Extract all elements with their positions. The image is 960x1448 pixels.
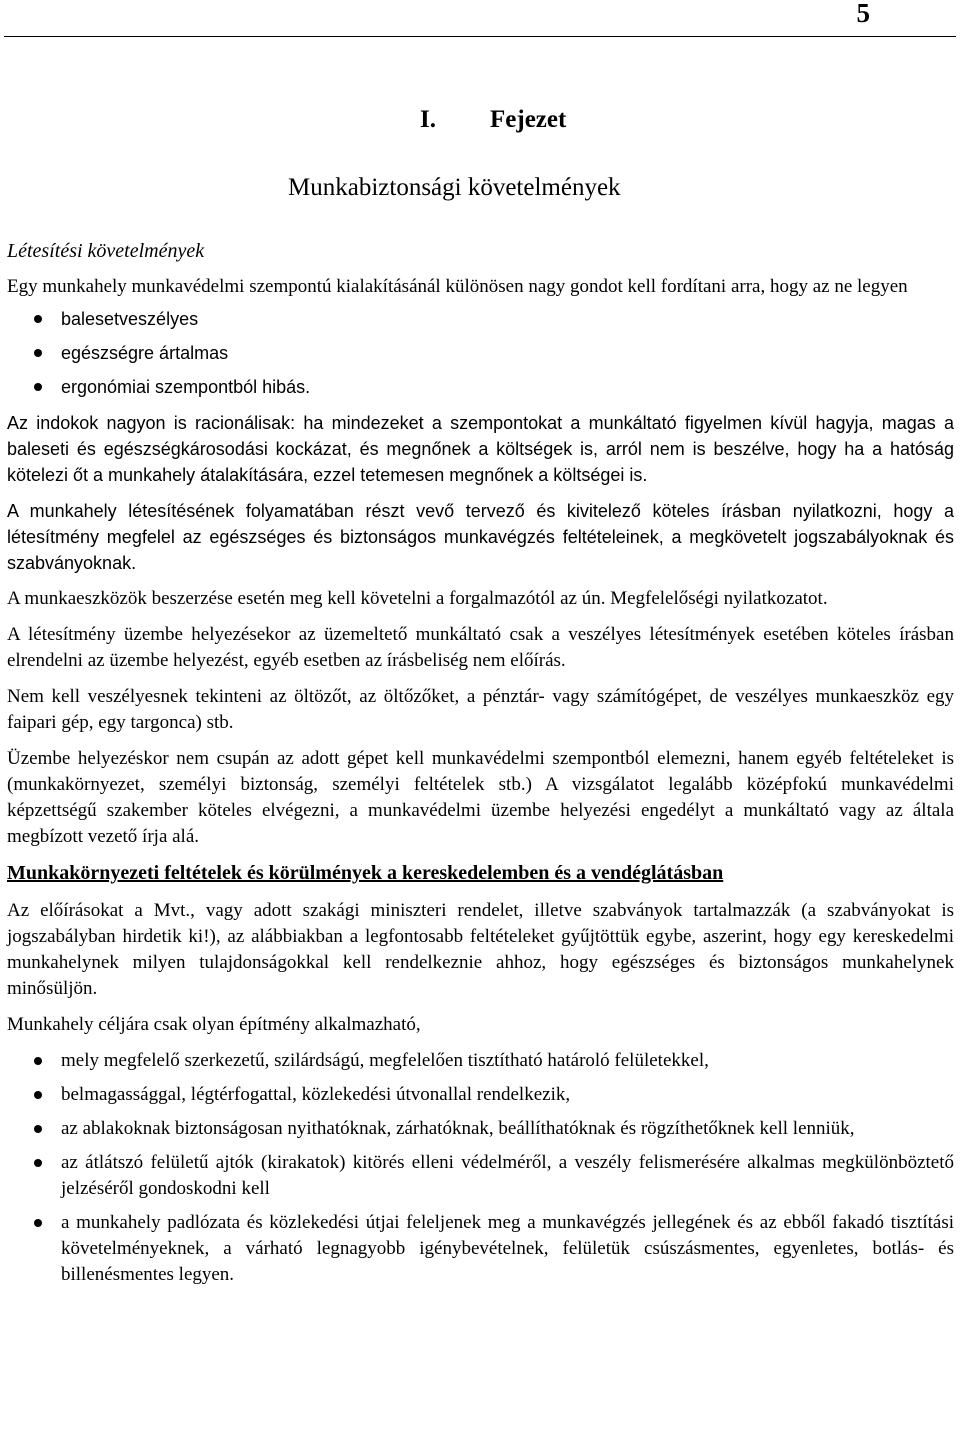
bullet-icon (34, 315, 42, 323)
list-item: mely megfelelő szerkezetű, szilárdságú, megfelelően tisztítható határoló felületekkel, (7, 1048, 954, 1074)
chapter-number: I. (420, 106, 436, 133)
bullet-icon (34, 1057, 42, 1065)
bullet-icon (34, 1125, 42, 1133)
paragraph: A létesítmény üzembe helyezésekor az üzemeltető munkáltató csak a veszélyes létesítmények esetében köteles írásban elrendelni az üzembe helyezést, egyéb esetben az írásbeliség nem előírás. (7, 624, 954, 671)
hazard-list (7, 306, 954, 400)
list-item: a munkahely padlózata és közlekedési útjai feleljenek meg a munkavégzés jellegének és az ebből fakadó tisztítási követelményeknek, a várható legnagyobb igénybevételnek, felületük csúszásmentes, egyenletes, botlás- és billenésmentes legyen. (7, 1210, 954, 1288)
page-number: 5 (856, 0, 870, 28)
list-item: egészségre ártalmas (7, 340, 954, 366)
section-heading-letesitesi: Létesítési követelmények (7, 240, 205, 262)
bullet-icon (34, 383, 42, 391)
bullet-icon (34, 1219, 42, 1227)
list-item: az átlátszó felületű ajtók (kirakatok) kitörés elleni védelméről, a veszély felismerésére alkalmas megkülönböztető jelzéséről gondoskodni kell (7, 1150, 954, 1202)
bullet-icon (34, 1091, 42, 1099)
chapter-label: Fejezet (490, 106, 567, 133)
header-rule (4, 36, 956, 37)
section-heading-munkakornyezet: Munkakörnyezeti feltételek és körülmények a kereskedelemben és a vendéglátásban (7, 862, 724, 884)
chapter-heading (420, 106, 566, 134)
intro-paragraph: Egy munkahely munkavédelmi szempontú kialakításánál különösen nagy gondot kell fordítani arra, hogy az ne legyen (7, 276, 908, 297)
paragraph: Az előírásokat a Mvt., vagy adott szakági miniszteri rendelet, illetve szabványok tartalmazzák (a szabványokat is jogszabályban hirdetik ki!), az alábbiakban a legfontosabb feltételeket gyűjtöttük egybe, aszerint, hogy egy kereskedelmi munkahelynek milyen tulajdonságokkal kell rendelkeznie ahhoz, hogy egészséges és biztonságos munkahelynek minősüljön. (7, 900, 954, 999)
paragraph: Nem kell veszélyesnek tekinteni az öltözőt, az öltőzőket, a pénztár- vagy számítógépet, de veszélyes munkaeszköz egy faipari gép, egy targonca) stb. (7, 686, 954, 733)
paragraph: A munkaeszközök beszerzése esetén meg kell követelni a forgalmazótól az ún. Megfelelőségi nyilatkozatot. (7, 588, 828, 609)
bullet-icon (34, 1159, 42, 1167)
list-item: balesetveszélyes (7, 306, 954, 332)
list-item: belmagassággal, légtérfogattal, közlekedési útvonallal rendelkezik, (7, 1082, 954, 1108)
page-body (7, 238, 954, 1298)
paragraph: A munkahely létesítésének folyamatában részt vevő tervező és kivitelező köteles írásban nyilatkozni, hogy a létesítmény megfelel az egészséges és biztonságos munkavégzés feltételeinek, a megkövetelt jogszabályoknak és szabványoknak. (7, 501, 954, 573)
paragraph: Üzembe helyezéskor nem csupán az adott gépet kell munkavédelmi szempontból elemezni, hanem egyéb feltételeket is (munkakörnyezet, személyi biztonság, személyi feltételek stb.) A vizsgálatot legalább középfokú munkavédelmi képzettségű szakember köteles elvégezni, a munkavédelmi üzembe helyezési engedélyt a munkáltató vagy az általa megbízott vezető írja alá. (7, 748, 954, 847)
list-item: ergonómiai szempontból hibás. (7, 374, 954, 400)
list-item: az ablakoknak biztonságosan nyithatóknak, zárhatóknak, beállíthatóknak és rögzíthetőknek kell lenniük, (7, 1116, 954, 1142)
paragraph: Munkahely céljára csak olyan építmény alkalmazható, (7, 1014, 421, 1035)
requirements-list (7, 1048, 954, 1288)
bullet-icon (34, 349, 42, 357)
paragraph: Az indokok nagyon is racionálisak: ha mindezeket a szempontokat a munkáltató figyelmen kívül hagyja, magas a baleseti és egészségkárosodási kockázat, és megnőnek a költségek is, arról nem is beszélve, hogy ha a hatóság kötelezi őt a munkahely átalakítására, ezzel tetemesen megnőnek a költségei is. (7, 413, 954, 485)
chapter-title: Munkabiztonsági követelmények (288, 174, 621, 201)
